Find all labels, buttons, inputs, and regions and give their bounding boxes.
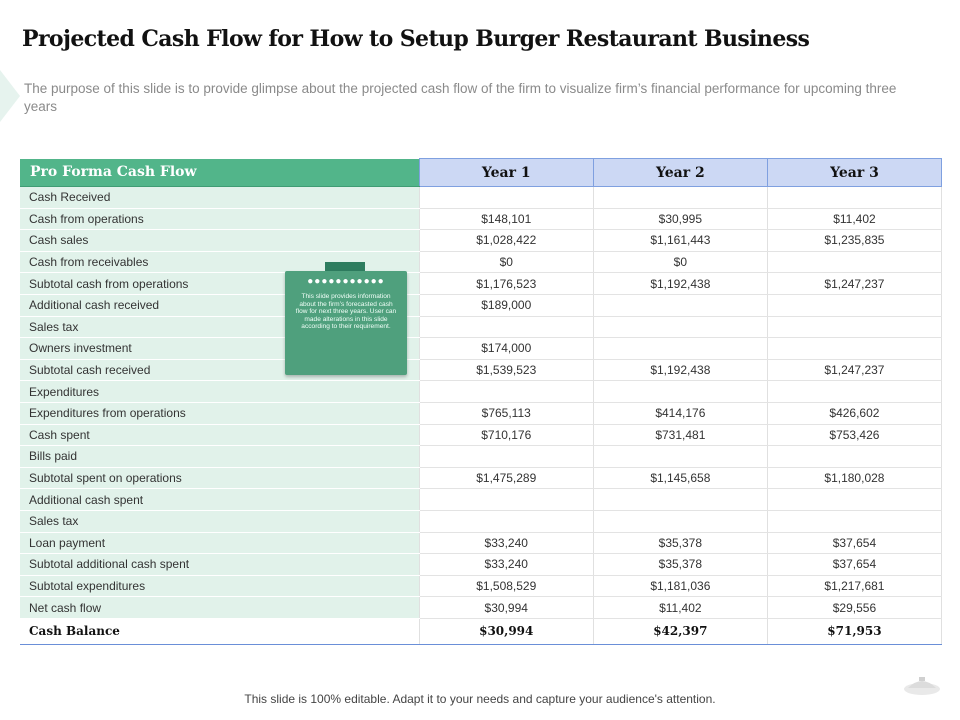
sticky-note-text: This slide provides information about the firm’s forecasted cash flow for next three years. User can made alterations in this slide according to their requirement. [295,293,397,331]
row-value-year-2: $1,192,438 [593,359,767,381]
cash-balance-year-1: $30,994 [419,618,593,644]
row-value-year-1: $30,994 [419,597,593,619]
row-value-year-3 [767,316,941,338]
table-row [20,575,942,597]
row-label: Sales tax [20,510,419,532]
table-row [20,424,942,446]
row-label: Additional cash received [20,294,419,316]
row-value-year-1: $174,000 [419,338,593,360]
row-value-year-3: $1,247,237 [767,359,941,381]
table-row [20,597,942,619]
table-row [20,446,942,468]
table-row [20,467,942,489]
row-label: Expenditures from operations [20,402,419,424]
row-label: Net cash flow [20,597,419,619]
row-value-year-2: $0 [593,251,767,273]
row-value-year-1: $1,508,529 [419,575,593,597]
row-value-year-1: $189,000 [419,294,593,316]
row-value-year-1 [419,381,593,403]
row-value-year-3: $426,602 [767,402,941,424]
row-value-year-2 [593,489,767,511]
row-value-year-3 [767,251,941,273]
row-value-year-1 [419,316,593,338]
row-label: Loan payment [20,532,419,554]
slide-subtitle: The purpose of this slide is to provide glimpse about the projected cash flow of the firm to visualize firm’s financial performance for upcoming three years [24,81,897,114]
row-label: Subtotal cash from operations [20,273,419,295]
row-value-year-1 [419,510,593,532]
row-value-year-3: $1,217,681 [767,575,941,597]
row-value-year-1: $765,113 [419,402,593,424]
row-value-year-1: $1,539,523 [419,359,593,381]
row-label: Subtotal expenditures [20,575,419,597]
row-value-year-2: $30,995 [593,208,767,230]
table-row [20,294,942,316]
row-label: Bills paid [20,446,419,468]
table-row [20,381,942,403]
row-value-year-3: $1,247,237 [767,273,941,295]
watermark-logo-icon [902,672,942,698]
row-value-year-2: $1,192,438 [593,273,767,295]
row-value-year-3: $1,235,835 [767,230,941,252]
row-value-year-1: $710,176 [419,424,593,446]
header-year-2: Year 2 [593,159,767,187]
row-label: Cash from receivables [20,251,419,273]
row-value-year-2: $731,481 [593,424,767,446]
row-value-year-3 [767,381,941,403]
row-value-year-2: $35,378 [593,532,767,554]
row-value-year-3: $37,654 [767,532,941,554]
row-value-year-1 [419,446,593,468]
row-value-year-2 [593,316,767,338]
row-label: Subtotal spent on operations [20,467,419,489]
table-row [20,489,942,511]
decorative-corner-triangle [0,70,20,122]
row-value-year-2 [593,338,767,360]
table-row [20,208,942,230]
cash-balance-row [20,618,942,644]
row-label: Cash spent [20,424,419,446]
row-value-year-3: $11,402 [767,208,941,230]
row-value-year-2: $414,176 [593,402,767,424]
table-row [20,251,942,273]
header-year-1: Year 1 [419,159,593,187]
sticky-note-card [285,271,407,375]
row-value-year-3: $29,556 [767,597,941,619]
row-value-year-3: $37,654 [767,554,941,576]
sticky-note [285,262,407,378]
row-value-year-2 [593,510,767,532]
row-label: Expenditures [20,381,419,403]
cash-balance-year-3: $71,953 [767,618,941,644]
table-row [20,316,942,338]
row-value-year-2 [593,187,767,209]
sticky-note-dots: ●●●●●●●●●●● [307,276,385,287]
row-label: Subtotal additional cash spent [20,554,419,576]
row-value-year-3: $753,426 [767,424,941,446]
table-row [20,273,942,295]
row-value-year-2 [593,446,767,468]
row-label: Cash Received [20,187,419,209]
row-value-year-1: $148,101 [419,208,593,230]
table-row [20,510,942,532]
row-value-year-3 [767,294,941,316]
row-value-year-2: $1,161,443 [593,230,767,252]
row-value-year-3: $1,180,028 [767,467,941,489]
row-value-year-1: $33,240 [419,554,593,576]
row-value-year-2: $1,181,036 [593,575,767,597]
table-row [20,554,942,576]
footer-text: This slide is 100% editable. Adapt it to your needs and capture your audience's attention. [244,692,716,706]
header-year-3: Year 3 [767,159,941,187]
row-value-year-3 [767,489,941,511]
row-value-year-1: $0 [419,251,593,273]
row-value-year-1: $1,176,523 [419,273,593,295]
row-value-year-2 [593,381,767,403]
table-row [20,230,942,252]
row-label: Cash from operations [20,208,419,230]
row-value-year-3 [767,338,941,360]
row-value-year-2: $35,378 [593,554,767,576]
row-value-year-1 [419,489,593,511]
row-value-year-2: $1,145,658 [593,467,767,489]
row-label: Subtotal cash received [20,359,419,381]
table-header-row [20,159,942,187]
slide-title: Projected Cash Flow for How to Setup Burger Restaurant Business [22,26,810,52]
table-row [20,359,942,381]
row-value-year-3 [767,510,941,532]
table-row [20,402,942,424]
cash-balance-label: Cash Balance [20,618,419,644]
table-row [20,338,942,360]
row-value-year-2 [593,294,767,316]
table-row [20,187,942,209]
row-value-year-2: $11,402 [593,597,767,619]
row-value-year-1: $1,028,422 [419,230,593,252]
row-label: Owners investment [20,338,419,360]
row-value-year-1 [419,187,593,209]
row-value-year-1: $33,240 [419,532,593,554]
row-label: Additional cash spent [20,489,419,511]
row-value-year-1: $1,475,289 [419,467,593,489]
header-pro-forma: Pro Forma Cash Flow [20,159,419,187]
table-row [20,532,942,554]
row-label: Cash sales [20,230,419,252]
cash-balance-year-2: $42,397 [593,618,767,644]
row-label: Sales tax [20,316,419,338]
cash-flow-table [20,158,942,645]
row-value-year-3 [767,187,941,209]
row-value-year-3 [767,446,941,468]
